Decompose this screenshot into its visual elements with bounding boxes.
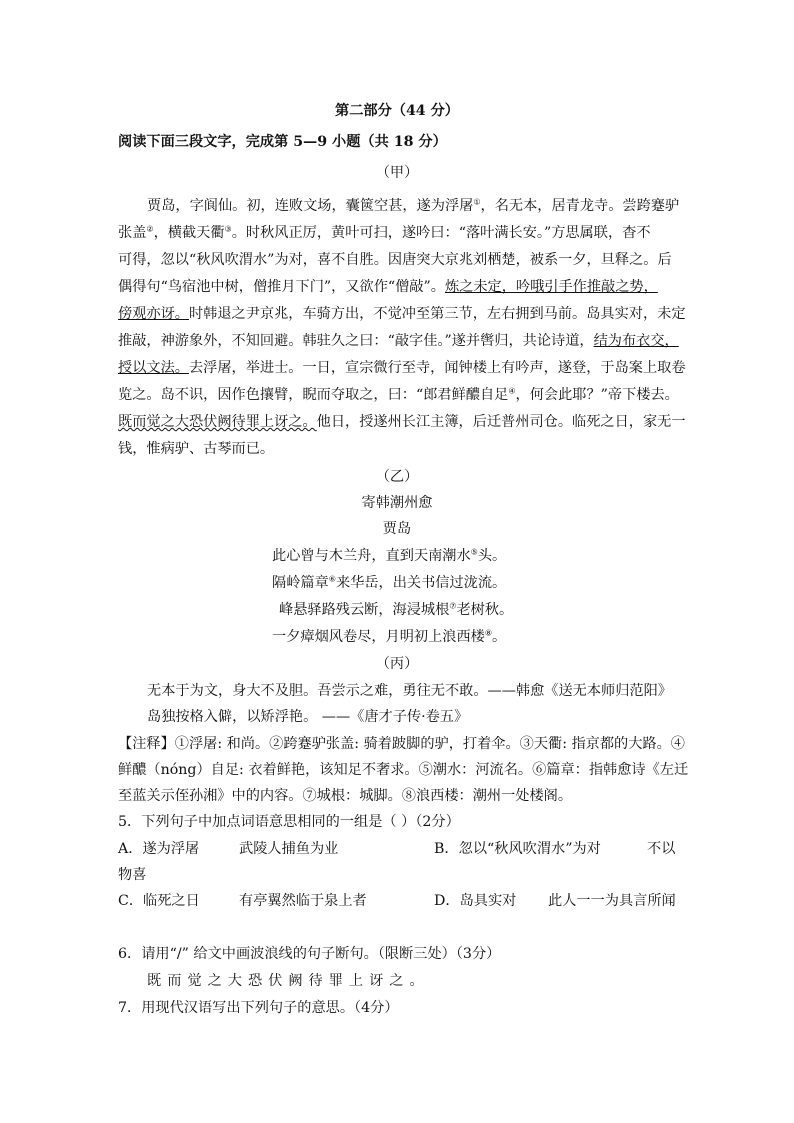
q5-option-c [118, 891, 200, 911]
text-segment: 此心曾与木兰舟，直到天南潮水 [272, 548, 471, 564]
q6-sentence: 既而觉之大恐伏阙待罪上讶之。 [147, 973, 430, 989]
option-label: A． [118, 841, 143, 857]
q5-option-d [434, 891, 516, 911]
annotation-line: 【注释】①浮屠: 和尚。②跨蹇驴张盖: 骑着跛脚的驴，打着伞。③天衢: 指京都的大路。④ [118, 736, 685, 752]
footnote-marker: ③ [224, 224, 232, 234]
passage-jia-line [147, 196, 679, 216]
text-segment: 贾岛，字阆仙。初，连败文场，囊篋空甚，遂为浮屠 [147, 198, 474, 214]
passage-jia-line [118, 385, 679, 405]
passage-bing-line: 无本于为文，身大不及胆。吾尝示之难，勇往无不敢。——韩愈《送无本师归范阳》 [147, 683, 672, 699]
footnote-marker: ⑦ [449, 601, 457, 611]
poem-line [272, 546, 506, 566]
passage-jia-line [118, 304, 686, 324]
passage-jia-line [118, 250, 672, 270]
text-segment: 去浮屠，举进士。一日，宣宗微行至寺，闻钟楼上有吟声，遂登，于岛案上取卷 [188, 360, 686, 376]
passage-jia-line [118, 412, 686, 432]
text-segment: 钱，惟病驴、古琴而已。 [118, 441, 275, 457]
text-segment: 来华岳，出关书信过泷流。 [335, 575, 507, 591]
text-segment: 时韩退之尹京兆，车骑方出，不觉冲至第三节，左右拥到马前。岛具实对，未定 [188, 306, 686, 322]
question-6-stem: 6．请用“/” 给文中画波浪线的句子断句。（限断三处）（3分） [118, 946, 501, 962]
option-text: 岛具实对 [459, 893, 517, 909]
q5-option-d-compare: 此人一一为具言所闻 [548, 893, 676, 909]
annotation-line: 鲜醲（nóng）自足: 衣着鲜艳，该知足不奢求。⑤潮水：河流名。⑥篇章：指韩愈诗《左迁 [118, 762, 689, 778]
passage-jia-line [118, 439, 274, 459]
footnote-marker: ⑧ [484, 628, 492, 638]
text-segment: 张盖 [118, 225, 147, 241]
passage-jia-line [118, 331, 679, 351]
reading-instruction: 阅读下面三段文字，完成第 5—9 小题（共 18 分） [118, 134, 447, 150]
footnote-marker: ④ [508, 386, 516, 396]
passage-jia-line [118, 277, 658, 297]
passage-jia-label: （甲） [375, 165, 419, 181]
text-segment: 他日，授遂州长江主簿，后迁普州司仓。临死之日，家无一 [316, 414, 686, 430]
option-text: 临死之日 [143, 893, 200, 909]
text-segment: 览之。岛不识，因作色攘臂，睨而夺取之，曰：“郎君鲜醲自足 [118, 387, 509, 403]
wavy-underlined-sentence: 既而觉之大恐伏阙待罪上讶之。 [118, 414, 317, 430]
text-segment: 。时秋风正厉，黄叶可扫，遂吟曰：“落叶满长安。”方思属联，杳不 [231, 225, 651, 241]
part-title: 第二部分（44 分） [335, 103, 459, 119]
text-segment: 头。 [477, 548, 507, 564]
text-segment: 隔岭篇章 [272, 575, 329, 591]
option-text: 遂为浮屠 [142, 841, 200, 857]
question-5-stem: 5．下列句子中加点词语意思相同的一组是（ ）（2分） [118, 814, 460, 830]
poem-line [272, 627, 506, 647]
text-segment: ，名无本，居青龙寺。尝跨蹇驴 [480, 198, 680, 214]
text-segment: 可得，忽以“秋风吹渭水”为对，喜不自胜。因唐突大京兆刘栖楚，被系一夕，旦释之。后 [118, 252, 672, 268]
q5-option-b [434, 839, 601, 859]
passage-bing-label: （丙） [375, 656, 419, 672]
option-label: D． [434, 893, 460, 909]
text-segment: ，何会此耶？”帝下楼去。 [515, 387, 679, 403]
q5-option-b-compare: 不以 [647, 841, 676, 857]
option-label: B． [434, 841, 459, 857]
text-segment: 推敲，神游象外，不知回避。韩驻久之曰：“敲字佳。”遂并辔归，共论诗道， [118, 333, 594, 349]
passage-bing-line: 岛独按格入僻，以矫浮艳。 ——《唐才子传·卷五》 [147, 709, 469, 725]
text-segment: ，横截天衢 [153, 225, 225, 241]
footnote-marker: ② [146, 224, 154, 234]
text-segment: 。 [492, 629, 507, 645]
question-7-stem: 7．用现代汉语写出下列句子的意思。（4分） [118, 1000, 399, 1016]
underlined-sentence: 炼之未定，吟哦引手作推敲之势， [444, 279, 658, 295]
poem-line [272, 573, 506, 593]
q5-option-a-compare: 武陵人捕鱼为业 [239, 841, 339, 857]
poem-title: 寄韩潮州愈 [361, 495, 433, 511]
footnote-marker: ⑥ [328, 574, 336, 584]
poem-line [279, 600, 513, 620]
passage-yi-label: （乙） [375, 469, 419, 485]
text-segment: 峰悬驿路残云断，海浸城根 [279, 602, 450, 618]
passage-jia-line [118, 223, 651, 243]
footnote-marker: ⑤ [470, 547, 478, 557]
underlined-sentence: 傍观亦讶。 [118, 306, 189, 322]
q5-option-a [118, 839, 199, 859]
passage-jia-line [118, 358, 686, 378]
annotation-line: 至蓝关示侄孙湘》中的内容。⑦城根：城脚。⑧浪西楼：潮州一处楼阁。 [118, 788, 573, 804]
q5-option-b-wrap: 物喜 [118, 867, 147, 883]
option-label: C． [118, 893, 144, 909]
q5-option-c-compare: 有亭翼然临于泉上者 [239, 893, 367, 909]
option-text: 忽以“秋风吹渭水”为对 [458, 841, 601, 857]
underlined-sentence: 授以文法。 [118, 360, 189, 376]
poem-author: 贾岛 [382, 521, 412, 537]
underlined-sentence: 结为布衣交， [593, 333, 679, 349]
text-segment: 老树秋。 [456, 602, 514, 618]
footnote-marker: ① [473, 197, 481, 207]
text-segment: 一夕瘴烟风卷尽，月明初上浪西楼 [272, 629, 485, 645]
text-segment: 偶得句“鸟宿池中树，僧推月下门”，又欲作“僧敲”。 [118, 279, 445, 295]
